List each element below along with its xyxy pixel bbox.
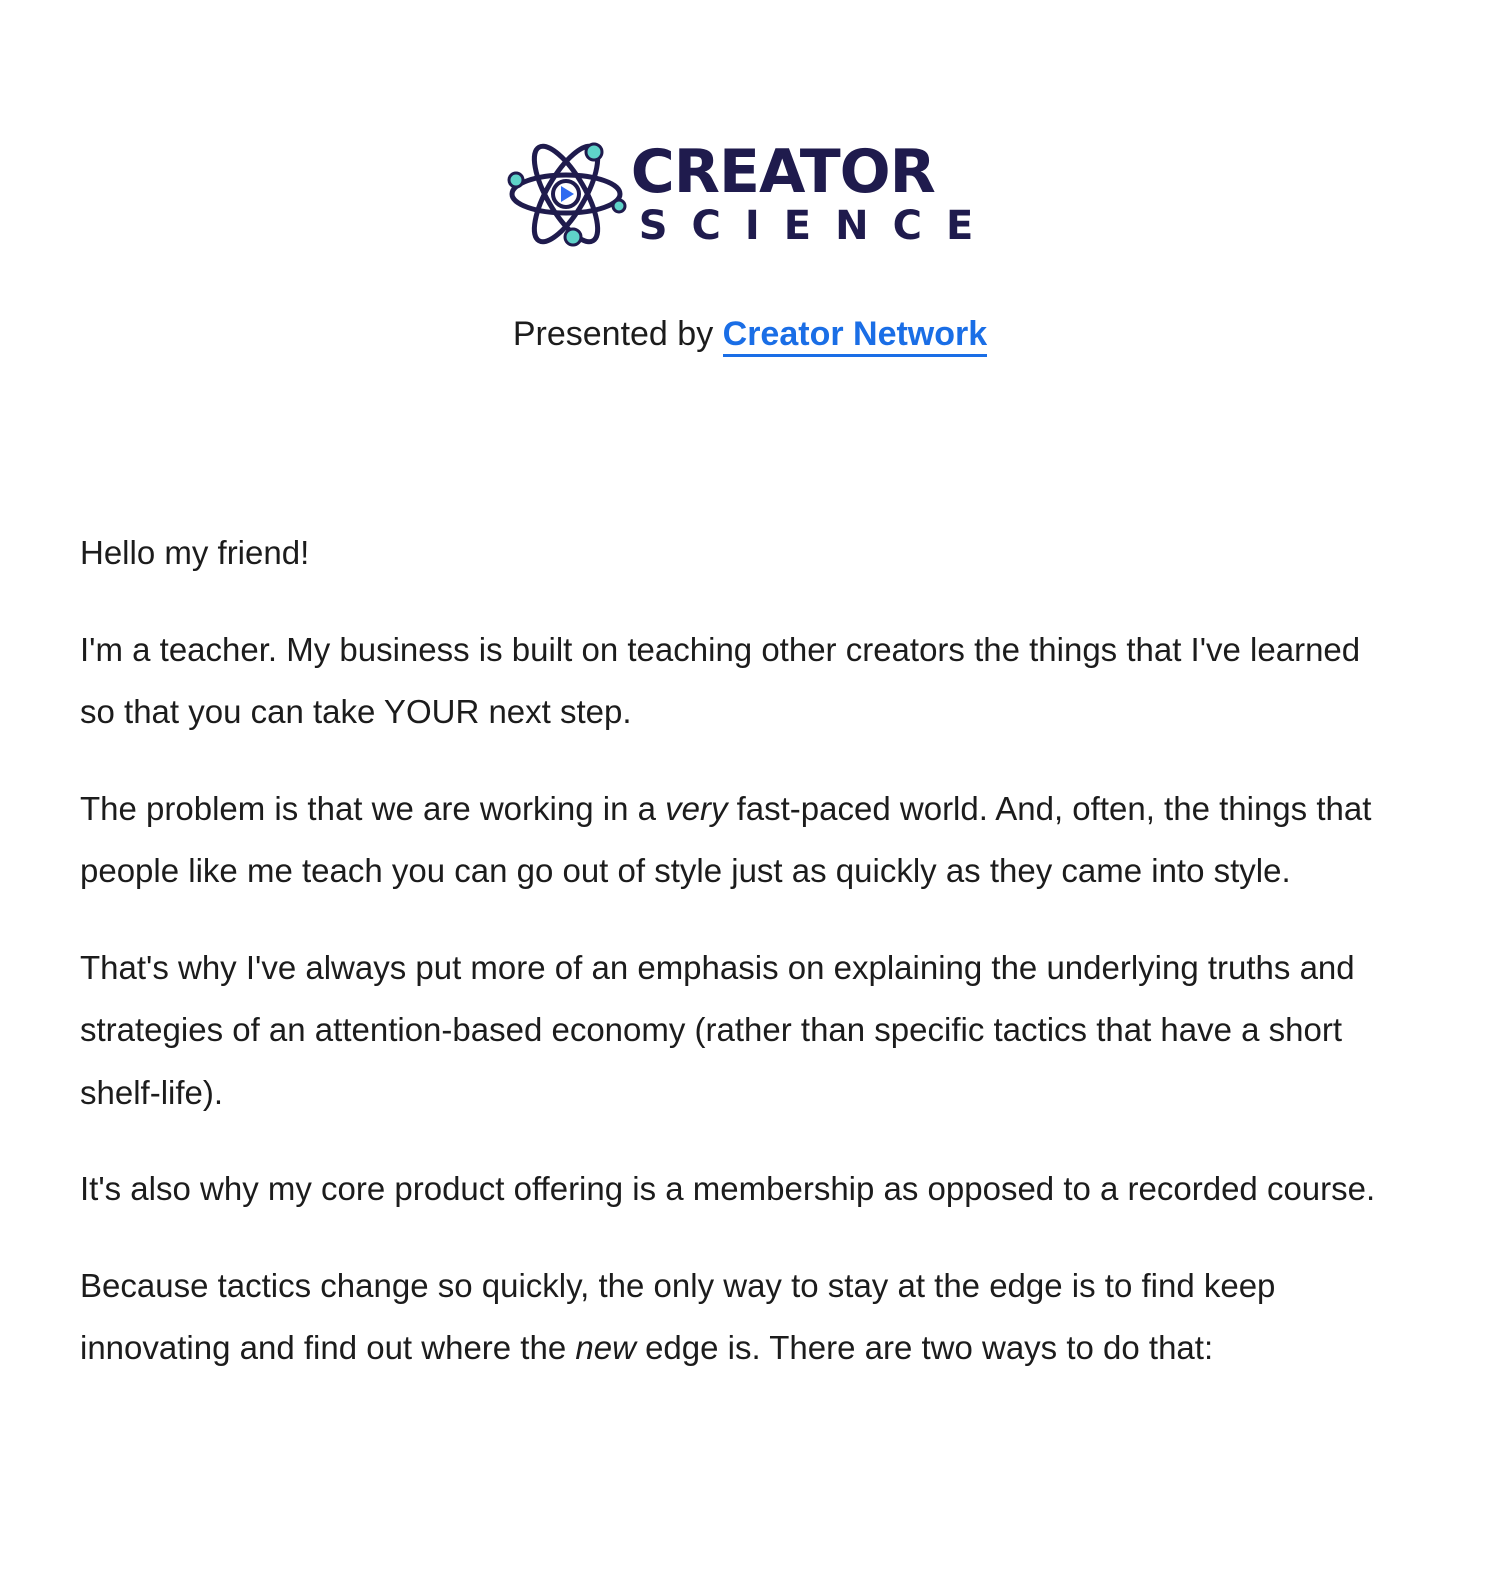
paragraph-problem (80, 778, 1400, 903)
creator-network-link[interactable]: Creator Network (723, 315, 988, 357)
paragraph-tactics-text-2: edge is. There are two ways to do that: (635, 1329, 1214, 1366)
paragraph-problem-text-1: The problem is that we are working in a (80, 789, 666, 827)
paragraph-teacher: I'm a teacher. My business is built on teaching other creators the things that I've learned so that you can take YOUR next step. (80, 630, 1361, 730)
email-body (80, 522, 1400, 1414)
paragraph-tactics-text-1: Because tactics change so quickly, the only way to stay at the edge is to find keep innovating and find out where the (80, 1266, 1276, 1366)
newsletter-header (0, 136, 1500, 356)
logo-wordmark (630, 137, 998, 249)
paragraph-problem-text-2: fast-paced world. And, often, the things that people like me teach you can go out of style just as quickly as they came into style. (80, 789, 1372, 889)
logo-word-creator: CREATOR (630, 137, 935, 207)
atom-play-icon (503, 136, 629, 252)
emphasis-very: very (665, 789, 728, 827)
logo-word-science: SCIENCE (638, 203, 998, 249)
creator-science-logo[interactable] (503, 136, 998, 252)
paragraph-tactics (80, 1255, 1400, 1380)
presented-by-label: Presented by (512, 315, 723, 353)
paragraph-membership: It's also why my core product offering is a membership as opposed to a recorded course. (80, 1170, 1376, 1207)
paragraph-emphasis: That's why I've always put more of an emphasis on explaining the underlying truths and strategies of an attention-based economy (rather than specific tactics that have a short shelf-life). (80, 948, 1355, 1111)
greeting: Hello my friend! (80, 534, 310, 571)
emphasis-new: new (575, 1329, 636, 1366)
presented-by-line (513, 312, 987, 356)
